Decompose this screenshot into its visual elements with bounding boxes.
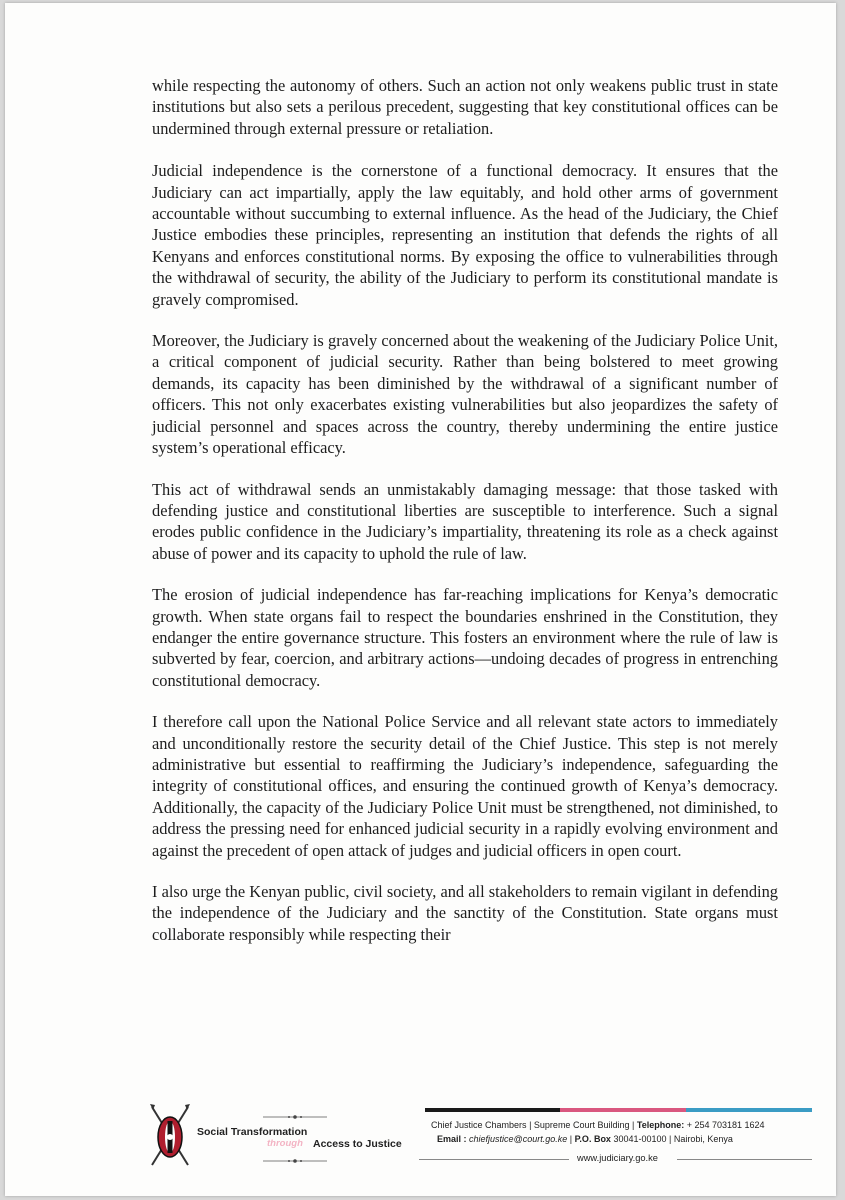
email-label: Email : — [437, 1134, 467, 1144]
stripe-blue — [686, 1108, 812, 1112]
paragraph-7: I also urge the Kenyan public, civil society, and all stakeholders to remain vigilant in defending the independence of the Judiciary and the sanctity of the Constitution. State organs must collaborate responsibly while respecting their — [152, 882, 778, 944]
stripe-black — [425, 1108, 560, 1112]
city: Nairobi, Kenya — [673, 1134, 733, 1144]
pobox-label: P.O. Box — [574, 1134, 611, 1144]
stripe-pink — [560, 1108, 686, 1112]
email-address: chiefjustice@court.go.ke — [469, 1134, 568, 1144]
decorative-flourish-icon — [263, 1113, 327, 1121]
paragraph-2: Judicial independence is the cornerstone of a functional democracy. It ensures that the Judiciary can act impartially, apply the law equitably, and hold other arms of government accountable without succumbing to external influence. As the head of the Judiciary, the Chief Justice embodies these principles, representing an institution that defends the rights of all Kenyans and enforces constitutional norms. By exposing the office to vulnerabilities through the withdrawal of security, the ability of the Judiciary to perform its constitutional mandate is gravely compromised. — [152, 161, 778, 309]
building-name: Supreme Court Building — [533, 1120, 630, 1130]
telephone-label: Telephone: — [636, 1120, 685, 1130]
paragraph-5: The erosion of judicial independence has far-reaching implications for Kenya’s democratic growth. When state organs fail to respect the boundaries enshrined in the Constitution, they endanger the entire governance structure. This fosters an environment where the rule of law is subverted by fear, coercion, and arbitrary actions—undoing decades of progress in entrenching constitutional democracy. — [152, 585, 778, 690]
paragraph-6: I therefore call upon the National Police Service and all relevant state actors to immediately and unconditionally restore the security detail of the Chief Justice. This step is not merely administrative but essential to reaffirming the Judiciary’s independence, safeguarding the integrity of constitutional offices, and ensuring the continued growth of Kenya’s democracy. Additionally, the capacity of the Judiciary Police Unit must be strengthened, not diminished, to address the pressing need for enhanced judicial security in a rapidly evolving environment and against the precedent of open attack of judges and judicial officers in open court. — [152, 712, 778, 860]
contact-line-1: Chief Justice Chambers | Supreme Court Building | Telephone: + 254 703181 1624 — [431, 1120, 765, 1130]
color-stripes — [425, 1108, 812, 1112]
document-page — [5, 3, 836, 1196]
office-name: Chief Justice Chambers — [431, 1120, 527, 1130]
pobox-number: 30041-00100 — [613, 1134, 667, 1144]
decorative-flourish-icon — [263, 1157, 327, 1165]
telephone-number: + 254 703181 1624 — [686, 1120, 765, 1130]
motto-line-2: Access to Justice — [313, 1138, 402, 1150]
website-link[interactable]: www.judiciary.go.ke — [577, 1153, 658, 1163]
judiciary-shield-emblem-icon — [146, 1103, 194, 1169]
rule-right — [677, 1159, 812, 1160]
motto-through: through — [267, 1138, 303, 1149]
motto-line-1: Social Transformation — [197, 1126, 308, 1138]
paragraph-1: while respecting the autonomy of others. Such an action not only weakens public trust in state institutions but also sets a perilous precedent, suggesting that key constitutional offices can be undermined through external pressure or retaliation. — [152, 76, 778, 138]
letterhead-footer — [5, 1101, 836, 1191]
rule-left — [419, 1159, 569, 1160]
paragraph-3: Moreover, the Judiciary is gravely concerned about the weakening of the Judiciary Police Unit, a critical component of judicial security. Rather than being bolstered to meet growing demands, its capacity has been diminished by the withdrawal of a significant number of officers. This not only exacerbates existing vulnerabilities but also jeopardizes the safety of judicial personnel and spaces across the country, thereby undermining the entire justice system’s operational efficacy. — [152, 331, 778, 458]
paragraph-4: This act of withdrawal sends an unmistakably damaging message: that those tasked with defending justice and constitutional liberties are susceptible to interference. Such a signal erodes public confidence in the Judiciary’s impartiality, threatening its role as a check against abuse of power and its capacity to uphold the rule of law. — [152, 479, 778, 563]
contact-line-2: Email : chiefjustice@court.go.ke | P.O. Box 30041-00100 | Nairobi, Kenya — [437, 1134, 733, 1144]
letter-body — [152, 75, 778, 965]
